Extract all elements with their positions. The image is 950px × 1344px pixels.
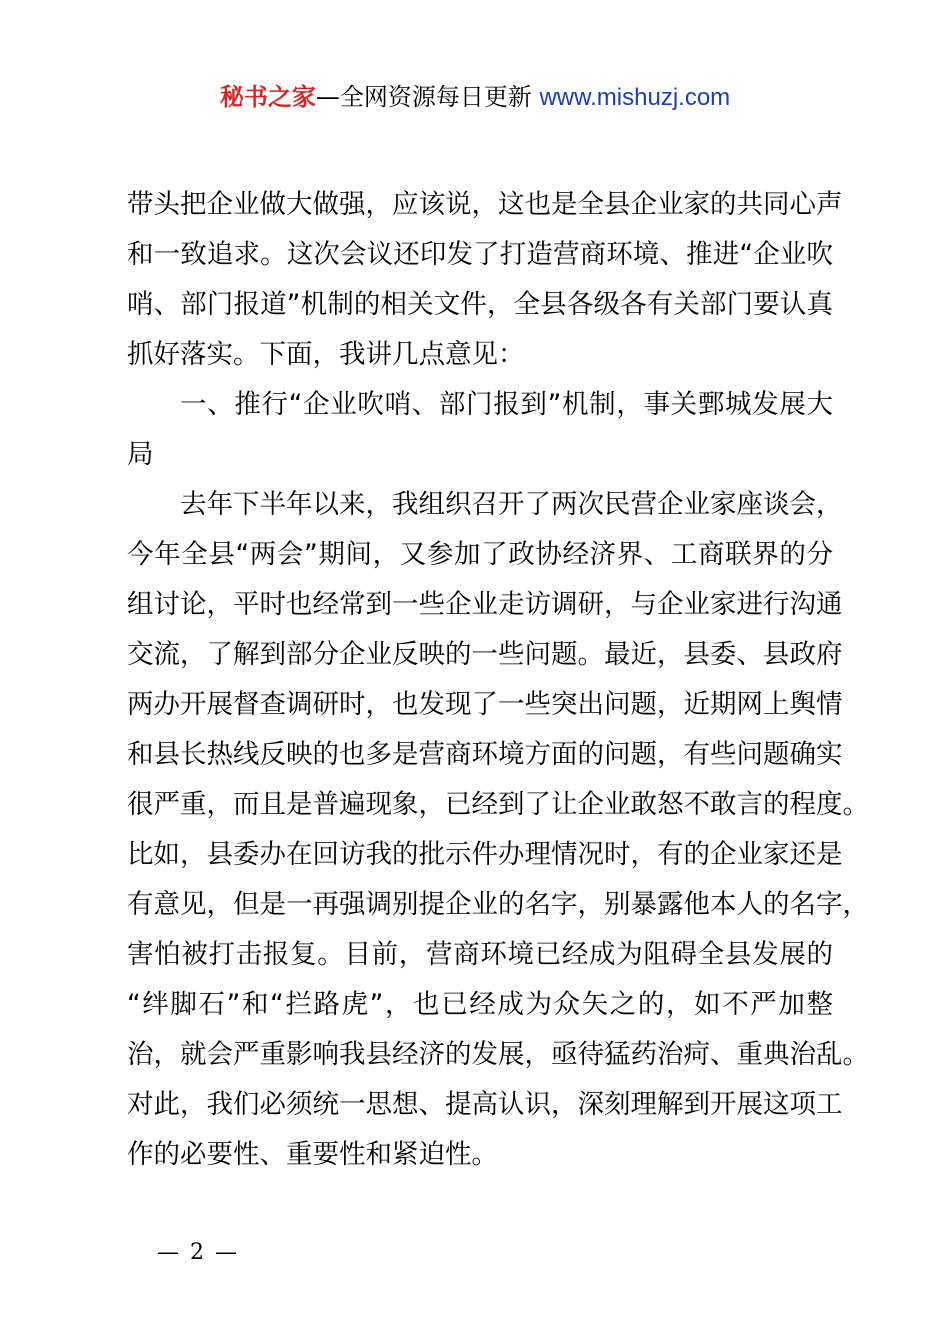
text-line: 今年全县“两会”期间，又参加了政协经济界、工商联界的分 (127, 539, 833, 570)
text-line: 很严重，而且是普遍现象，已经到了让企业敢怒不敢言的程度。 (127, 789, 869, 820)
text-line: 治，就会严重影响我县经济的发展，亟待猛药治疴、重典治乱。 (127, 1039, 869, 1070)
document-body (127, 180, 869, 1180)
paragraph-main (127, 480, 869, 1180)
text-line: 害怕被打击报复。目前，营商环境已经成为阻碍全县发展的 (127, 939, 833, 970)
text-line: 和一致追求。这次会议还印发了打造营商环境、推进“企业吹 (127, 239, 833, 270)
page-number: — 2 — (157, 1240, 239, 1265)
text-line: 和县长热线反映的也多是营商环境方面的问题，有些问题确实 (127, 739, 843, 770)
text-line: 对此，我们必须统一思想、提高认识，深刻理解到开展这项工 (127, 1089, 843, 1120)
heading-line: 局 (127, 439, 154, 470)
text-line: 有意见，但是一再强调别提企业的名字，别暴露他本人的名字， (127, 889, 869, 920)
text-line: “绊脚石”和“拦路虎”，也已经成为众矢之的，如不严加整 (127, 989, 833, 1020)
text-line: 组讨论，平时也经常到一些企业走访调研，与企业家进行沟通 (127, 589, 843, 620)
text-line: 带头把企业做大做强，应该说，这也是全县企业家的共同心声 (127, 189, 843, 220)
text-line: 抓好落实。下面，我讲几点意见： (127, 339, 525, 370)
site-tagline: —全网资源每日更新 (315, 83, 532, 111)
heading-line: 一、推行“企业吹哨、部门报到”机制，事关鄄城发展大 (180, 389, 833, 420)
site-name: 秘书之家 (219, 83, 316, 111)
text-line: 哨、部门报道”机制的相关文件，全县各级各有关部门要认真 (127, 289, 833, 320)
text-line: 两办开展督查调研时，也发现了一些突出问题，近期网上舆情 (127, 689, 843, 720)
site-url[interactable]: www.mishuzj.com (539, 84, 731, 111)
page-header (0, 82, 950, 113)
text-line: 比如，县委办在回访我的批示件办理情况时，有的企业家还是 (127, 839, 843, 870)
paragraph-intro (127, 180, 843, 380)
text-line: 去年下半年以来，我组织召开了两次民营企业家座谈会， (180, 489, 843, 520)
text-line: 作的必要性、重要性和紧迫性。 (127, 1139, 498, 1170)
section-heading-1 (127, 380, 833, 480)
text-line: 交流，了解到部分企业反映的一些问题。最近，县委、县政府 (127, 639, 843, 670)
